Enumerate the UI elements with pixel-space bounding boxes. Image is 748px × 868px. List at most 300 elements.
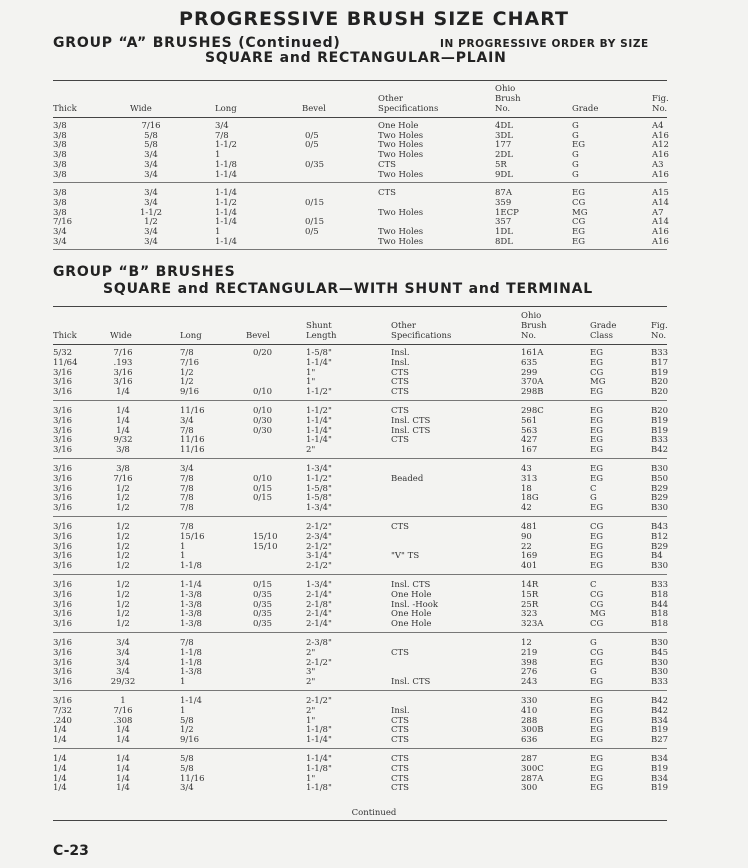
cell-thick: 3/16 (53, 657, 73, 668)
cell-other-specifications: CTS (391, 377, 409, 388)
cell-shunt-length: 2-1/2" (306, 561, 332, 572)
cell-shunt-length: 2" (306, 647, 316, 658)
cell-ohio-brush-no: 299 (521, 367, 538, 378)
cell-other-specifications: Insl. -Hook (391, 599, 438, 610)
cell-wide: 1/2 (116, 503, 130, 514)
cell-bevel: 0/15 (253, 580, 273, 590)
cell-other-specifications: CTS (391, 387, 409, 398)
cell-grade-class: EG (590, 773, 603, 784)
cell-thick: 3/16 (53, 483, 73, 494)
cell-fig-no: B19 (651, 425, 669, 436)
cell-fig-no: B30 (651, 503, 669, 514)
cell-wide: 1/2 (116, 541, 130, 552)
cell-long: 7/8 (180, 493, 194, 504)
cell-shunt-length: 2-1/4" (306, 609, 332, 620)
cell-fig-no: A16 (652, 236, 669, 247)
cell-wide: 1/2 (144, 217, 158, 228)
cell-shunt-length: 1-1/4" (306, 435, 332, 446)
cell-thick: 3/8 (53, 197, 67, 208)
cell-grade-class: MG (590, 609, 606, 620)
group-separator (53, 182, 667, 183)
cell-other-specifications: Two Holes (378, 130, 424, 141)
cell-thick: 11/64 (53, 357, 78, 368)
cell-shunt-length: 2-1/2" (306, 522, 332, 532)
cell-wide: 3/4 (116, 647, 130, 658)
cell-shunt-length: 2-3/8" (306, 638, 332, 648)
cell-ohio-brush-no: 563 (521, 425, 538, 436)
cell-bevel: 0/10 (253, 387, 273, 398)
cell-grade-class: EG (590, 435, 603, 446)
cell-wide: 7/16 (141, 121, 161, 131)
cell-thick: 3/8 (53, 159, 67, 170)
cell-other-specifications: One Hole (391, 619, 432, 630)
cell-ohio-brush-no: 12 (521, 638, 532, 648)
cell-wide: 29/32 (110, 677, 136, 688)
cell-thick: 3/8 (53, 140, 67, 151)
cell-fig-no: B19 (651, 415, 669, 426)
group-b-subheading: SQUARE and RECTANGULAR—WITH SHUNT and TERMINAL (103, 281, 594, 297)
cell-fig-no: B30 (651, 667, 669, 678)
cell-fig-no: B34 (651, 773, 669, 784)
cell-wide: 3/4 (144, 197, 158, 208)
cell-other-specifications: CTS (391, 773, 409, 784)
cell-wide: 1/2 (116, 619, 130, 630)
cell-thick: 3/8 (53, 121, 67, 131)
cell-thick: 3/16 (53, 445, 73, 456)
cell-grade-class: CG (590, 599, 604, 610)
cell-wide: 3/8 (116, 445, 130, 456)
cell-grade-class: EG (590, 387, 603, 398)
cell-fig-no: B42 (651, 696, 669, 706)
cell-shunt-length: 2-1/2" (306, 541, 332, 552)
group-separator (53, 400, 667, 401)
cell-bevel: 0/35 (253, 589, 273, 600)
cell-grade: EG (572, 227, 585, 237)
cell-fig-no: A16 (652, 150, 669, 161)
cell-grade-class: EG (590, 541, 603, 552)
cell-long: 1-3/8 (180, 619, 202, 630)
cell-thick: 3/16 (53, 677, 73, 688)
cell-ohio-brush-no: 25R (521, 599, 539, 610)
cell-ohio-brush-no: 1ECP (495, 207, 519, 218)
cell-ohio-brush-no: 15R (521, 589, 539, 600)
cell-grade: EG (572, 236, 585, 247)
cell-other-specifications: CTS (391, 367, 409, 378)
cell-ohio-brush-no: 18 (521, 483, 532, 494)
cell-grade-class: EG (590, 503, 603, 514)
cell-fig-no: B33 (651, 435, 669, 446)
cell-wide: 3/4 (144, 188, 158, 199)
cell-grade-class: G (590, 638, 597, 648)
column-header-grade-class: Grade Class (590, 321, 617, 341)
cell-fig-no: B19 (651, 367, 669, 378)
cell-thick: 1/4 (53, 783, 67, 794)
cell-thick: 3/16 (53, 561, 73, 572)
cell-grade: G (572, 121, 579, 131)
cell-other-specifications: One Hole (391, 589, 432, 600)
cell-ohio-brush-no: 2DL (495, 150, 513, 161)
cell-ohio-brush-no: 359 (495, 197, 512, 208)
cell-thick: 1/4 (53, 763, 67, 774)
column-header-ohio-brush-no: Ohio Brush No. (495, 84, 521, 114)
cell-bevel: 0/10 (253, 406, 273, 416)
cell-ohio-brush-no: 323A (521, 619, 544, 630)
cell-other-specifications: Insl. (391, 348, 410, 358)
cell-thick: 3/8 (53, 188, 67, 199)
cell-long: 1-1/8 (180, 657, 202, 668)
cell-long: 3/4 (180, 415, 194, 426)
cell-bevel: 0/5 (305, 130, 319, 141)
cell-wide: .308 (113, 715, 133, 726)
cell-bevel: 0/15 (253, 483, 273, 494)
cell-grade-class: EG (590, 783, 603, 794)
column-header-bevel: Bevel (302, 104, 326, 114)
cell-shunt-length: 2" (306, 677, 316, 688)
cell-long: 3/4 (180, 464, 194, 474)
column-header-wide: Wide (130, 104, 152, 114)
cell-long: 1-3/8 (180, 667, 202, 678)
cell-wide: 7/16 (113, 705, 133, 716)
cell-ohio-brush-no: 330 (521, 696, 538, 706)
cell-ohio-brush-no: 87A (495, 188, 512, 199)
cell-fig-no: B30 (651, 464, 669, 474)
cell-ohio-brush-no: 300C (521, 763, 544, 774)
cell-long: 7/8 (215, 130, 229, 141)
cell-long: 1-1/8 (180, 561, 202, 572)
cell-shunt-length: 1-3/4" (306, 464, 332, 474)
cell-ohio-brush-no: 161A (521, 348, 544, 358)
cell-wide: 1/4 (116, 783, 130, 794)
cell-ohio-brush-no: 177 (495, 140, 512, 151)
cell-fig-no: A7 (652, 207, 664, 218)
cell-shunt-length: 1-1/4" (306, 754, 332, 764)
cell-long: 1-1/8 (180, 647, 202, 658)
cell-other-specifications: CTS (378, 159, 396, 170)
cell-thick: 3/4 (53, 236, 67, 247)
cell-grade: EG (572, 188, 585, 199)
cell-fig-no: B19 (651, 763, 669, 774)
cell-other-specifications: Two Holes (378, 140, 424, 151)
cell-shunt-length: 3" (306, 667, 316, 678)
cell-ohio-brush-no: 18G (521, 493, 539, 504)
cell-grade: CG (572, 197, 586, 208)
cell-thick: 1/4 (53, 773, 67, 784)
page-number: C-23 (53, 843, 89, 859)
cell-long: 5/8 (180, 754, 194, 764)
column-header-other-specifications: Other Specifications (378, 94, 439, 114)
cell-long: 1/2 (180, 377, 194, 388)
cell-other-specifications: CTS (391, 406, 409, 416)
cell-thick: 3/16 (53, 589, 73, 600)
cell-long: 1 (215, 150, 221, 161)
cell-other-specifications: CTS (391, 725, 409, 736)
column-header-fig-no: Fig. No. (652, 94, 669, 114)
cell-fig-no: A14 (652, 197, 669, 208)
cell-bevel: 0/15 (305, 197, 325, 208)
group-a-subheading: SQUARE and RECTANGULAR—PLAIN (205, 50, 507, 66)
cell-long: 1 (180, 705, 186, 716)
cell-long: 7/8 (180, 483, 194, 494)
cell-shunt-length: 1-1/4" (306, 735, 332, 746)
cell-thick: 3/8 (53, 207, 67, 218)
cell-thick: 3/16 (53, 435, 73, 446)
cell-long: 1-3/8 (180, 609, 202, 620)
column-header-ohio-brush-no: Ohio Brush No. (521, 311, 547, 341)
cell-wide: 1/2 (116, 609, 130, 620)
cell-other-specifications: Insl. CTS (391, 415, 431, 426)
cell-shunt-length: 2-1/4" (306, 589, 332, 600)
cell-wide: 3/16 (113, 367, 133, 378)
column-header-fig-no: Fig. No. (651, 321, 668, 341)
cell-other-specifications: Beaded (391, 473, 424, 484)
cell-fig-no: B12 (651, 531, 669, 542)
cell-thick: 3/16 (53, 647, 73, 658)
cell-wide: 1/2 (116, 589, 130, 600)
header-rule (53, 344, 667, 345)
column-header-grade: Grade (572, 104, 599, 114)
cell-grade-class: EG (590, 705, 603, 716)
cell-shunt-length: 1-1/2" (306, 473, 332, 484)
cell-fig-no: B29 (651, 483, 669, 494)
cell-grade-class: G (590, 493, 597, 504)
cell-grade-class: EG (590, 657, 603, 668)
cell-wide: 1/2 (116, 483, 130, 494)
cell-thick: 3/16 (53, 551, 73, 562)
cell-wide: 1/4 (116, 425, 130, 436)
cell-ohio-brush-no: 481 (521, 522, 538, 532)
cell-fig-no: A4 (652, 121, 664, 131)
cell-grade-class: EG (590, 754, 603, 764)
group-a-heading: GROUP “A” BRUSHES (Continued) (53, 35, 341, 51)
cell-ohio-brush-no: 313 (521, 473, 538, 484)
cell-long: 7/16 (180, 357, 200, 368)
cell-wide: 1/4 (116, 763, 130, 774)
cell-wide: 3/4 (144, 150, 158, 161)
cell-shunt-length: 1-1/2" (306, 406, 332, 416)
cell-grade-class: G (590, 667, 597, 678)
cell-grade-class: EG (590, 357, 603, 368)
cell-shunt-length: 2-1/2" (306, 696, 332, 706)
group-separator (53, 632, 667, 633)
cell-grade-class: EG (590, 348, 603, 358)
cell-fig-no: B43 (651, 522, 669, 532)
cell-fig-no: B30 (651, 638, 669, 648)
cell-grade-class: CG (590, 367, 604, 378)
cell-grade: G (572, 169, 579, 180)
cell-thick: 3/16 (53, 473, 73, 484)
cell-ohio-brush-no: 300B (521, 725, 544, 736)
cell-shunt-length: 1" (306, 715, 316, 726)
cell-thick: 3/16 (53, 387, 73, 398)
cell-ohio-brush-no: 42 (521, 503, 532, 514)
cell-bevel: 0/30 (253, 415, 273, 426)
cell-long: 7/8 (180, 425, 194, 436)
cell-fig-no: B42 (651, 705, 669, 716)
cell-long: 1 (180, 551, 186, 562)
cell-wide: 1 (120, 696, 126, 706)
cell-other-specifications: CTS (391, 735, 409, 746)
cell-wide: 1/4 (116, 415, 130, 426)
cell-wide: .193 (113, 357, 133, 368)
cell-ohio-brush-no: 287 (521, 754, 538, 764)
cell-thick: 5/32 (53, 348, 73, 358)
cell-bevel: 0/30 (253, 425, 273, 436)
cell-wide: 5/8 (144, 140, 158, 151)
cell-other-specifications: CTS (391, 647, 409, 658)
cell-grade: EG (572, 140, 585, 151)
cell-fig-no: B33 (651, 580, 669, 590)
group-separator (53, 249, 667, 250)
cell-other-specifications: CTS (391, 435, 409, 446)
cell-fig-no: A15 (652, 188, 669, 199)
cell-wide: 7/16 (113, 348, 133, 358)
cell-thick: 7/16 (53, 217, 73, 228)
cell-other-specifications: Insl. CTS (391, 580, 431, 590)
cell-wide: 1/2 (116, 493, 130, 504)
cell-ohio-brush-no: 43 (521, 464, 532, 474)
cell-wide: 5/8 (144, 130, 158, 141)
cell-fig-no: B4 (651, 551, 663, 562)
cell-thick: 3/16 (53, 367, 73, 378)
cell-ohio-brush-no: 636 (521, 735, 538, 746)
cell-ohio-brush-no: 243 (521, 677, 538, 688)
cell-other-specifications: Two Holes (378, 236, 424, 247)
cell-ohio-brush-no: 300 (521, 783, 538, 794)
cell-long: 11/16 (180, 773, 205, 784)
cell-other-specifications: CTS (391, 783, 409, 794)
cell-wide: 1/4 (116, 406, 130, 416)
column-header-bevel: Bevel (246, 331, 270, 341)
cell-thick: 3/16 (53, 464, 73, 474)
cell-bevel: 0/20 (253, 348, 273, 358)
cell-thick: .240 (53, 715, 72, 726)
column-header-thick: Thick (53, 331, 77, 341)
cell-thick: 3/16 (53, 406, 73, 416)
column-header-long: Long (180, 331, 202, 341)
cell-thick: 1/4 (53, 735, 67, 746)
cell-long: 1-1/4 (215, 188, 237, 199)
cell-other-specifications: CTS (391, 522, 409, 532)
cell-grade-class: CG (590, 522, 604, 532)
cell-other-specifications: Insl. CTS (391, 677, 431, 688)
cell-wide: 1-1/2 (140, 207, 162, 218)
cell-grade-class: EG (590, 473, 603, 484)
cell-fig-no: B34 (651, 715, 669, 726)
cell-long: 11/16 (180, 445, 205, 456)
cell-grade-class: EG (590, 696, 603, 706)
cell-wide: 1/4 (116, 725, 130, 736)
cell-grade-class: EG (590, 415, 603, 426)
cell-grade-class: C (590, 580, 597, 590)
cell-shunt-length: 2-1/4" (306, 619, 332, 630)
cell-bevel: 15/10 (253, 531, 278, 542)
cell-fig-no: B18 (651, 609, 669, 620)
cell-ohio-brush-no: 398 (521, 657, 538, 668)
cell-grade-class: C (590, 483, 597, 494)
table-top-rule (53, 306, 667, 307)
cell-wide: 1/4 (116, 754, 130, 764)
cell-ohio-brush-no: 401 (521, 561, 538, 572)
cell-thick: 3/16 (53, 667, 73, 678)
cell-fig-no: A16 (652, 169, 669, 180)
cell-thick: 3/16 (53, 609, 73, 620)
cell-fig-no: B18 (651, 619, 669, 630)
cell-thick: 3/16 (53, 531, 73, 542)
cell-wide: 1/4 (116, 735, 130, 746)
cell-grade: CG (572, 217, 586, 228)
cell-shunt-length: 2-3/4" (306, 531, 332, 542)
cell-shunt-length: 1-5/8" (306, 348, 332, 358)
cell-bevel: 0/10 (253, 473, 273, 484)
cell-thick: 7/32 (53, 705, 73, 716)
cell-fig-no: B33 (651, 348, 669, 358)
cell-shunt-length: 1-3/4" (306, 580, 332, 590)
cell-fig-no: A16 (652, 130, 669, 141)
cell-thick: 3/16 (53, 638, 73, 648)
cell-fig-no: B33 (651, 677, 669, 688)
cell-thick: 3/4 (53, 227, 67, 237)
cell-ohio-brush-no: 90 (521, 531, 532, 542)
cell-ohio-brush-no: 5R (495, 159, 507, 170)
group-separator (53, 748, 667, 749)
cell-ohio-brush-no: 410 (521, 705, 538, 716)
cell-long: 1-1/4 (215, 169, 237, 180)
cell-ohio-brush-no: 3DL (495, 130, 513, 141)
cell-fig-no: B44 (651, 599, 669, 610)
cell-bevel: 0/15 (253, 493, 273, 504)
cell-other-specifications: CTS (391, 754, 409, 764)
cell-ohio-brush-no: 370A (521, 377, 544, 388)
cell-thick: 3/8 (53, 130, 67, 141)
cell-shunt-length: 1-1/2" (306, 387, 332, 398)
cell-thick: 3/16 (53, 541, 73, 552)
cell-long: 1-1/8 (215, 159, 237, 170)
cell-other-specifications: Two Holes (378, 150, 424, 161)
cell-long: 1-3/8 (180, 589, 202, 600)
cell-fig-no: B19 (651, 783, 669, 794)
cell-wide: 1/4 (116, 773, 130, 784)
cell-long: 5/8 (180, 763, 194, 774)
cell-other-specifications: Two Holes (378, 169, 424, 180)
cell-shunt-length: 2-1/2" (306, 657, 332, 668)
cell-grade: MG (572, 207, 588, 218)
cell-wide: 9/32 (113, 435, 133, 446)
cell-grade-class: EG (590, 406, 603, 416)
header-rule (53, 117, 667, 118)
group-separator (53, 574, 667, 575)
cell-fig-no: B20 (651, 406, 669, 416)
cell-ohio-brush-no: 323 (521, 609, 538, 620)
table-top-rule (53, 80, 667, 81)
cell-other-specifications: Two Holes (378, 227, 424, 237)
cell-fig-no: B27 (651, 735, 669, 746)
cell-bevel: 0/5 (305, 227, 319, 237)
cell-other-specifications: CTS (378, 188, 396, 199)
cell-ohio-brush-no: 287A (521, 773, 544, 784)
cell-grade-class: MG (590, 377, 606, 388)
cell-shunt-length: 2-1/8" (306, 599, 332, 610)
cell-ohio-brush-no: 298C (521, 406, 544, 416)
cell-grade-class: EG (590, 445, 603, 456)
cell-shunt-length: 1" (306, 377, 316, 388)
cell-long: 5/8 (180, 715, 194, 726)
cell-ohio-brush-no: 427 (521, 435, 538, 446)
cell-long: 1-1/4 (180, 580, 202, 590)
cell-long: 1/2 (180, 725, 194, 736)
cell-thick: 3/16 (53, 696, 73, 706)
column-header-shunt-length: Shunt Length (306, 321, 337, 341)
cell-bevel: 0/5 (305, 140, 319, 151)
